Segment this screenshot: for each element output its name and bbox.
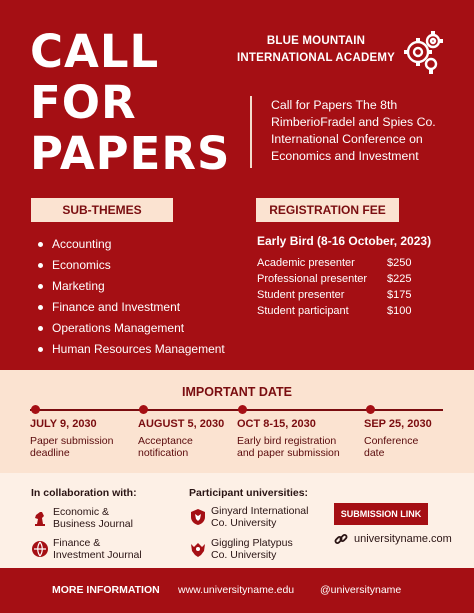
date-value: SEP 25, 2030 [364,418,432,430]
date-item [138,417,224,459]
fee-amount: $100 [387,305,412,317]
more-information-label: MORE INFORMATION [52,584,160,596]
footer [0,568,474,613]
date-description: Early bird registration and paper submission [237,435,340,459]
timeline-dot [31,405,40,414]
fee-type: Professional presenter [257,273,368,285]
academy-line-1: BLUE MOUNTAIN [266,35,366,47]
fee-amount: $225 [387,273,412,285]
registration-fee-label: REGISTRATION FEE [256,198,399,222]
fee-row [257,271,427,287]
footer-website-link[interactable]: www.universityname.edu [178,584,295,596]
date-value: JULY 9, 2030 [30,418,97,430]
fee-type: Student participant [257,305,349,317]
title-line-3: PAPERS [30,127,231,180]
submission-url[interactable] [334,532,452,546]
subthemes-list [38,234,225,360]
timeline-dot [366,405,375,414]
fee-type: Academic presenter [257,257,355,269]
date-description: Acceptance notification [138,435,193,459]
date-value: OCT 8-15, 2030 [237,418,316,430]
divider-line [250,96,252,168]
chess-knight-icon [31,509,49,527]
list-item: Economics [38,255,225,276]
academy-line-2: INTERNATIONAL ACADEMY [237,52,395,64]
conference-description: Call for Papers The 8th RimberioFradel and Spies Co. International Conference on Economics and Investment [271,98,436,163]
footer-social-handle[interactable]: @universityname [320,584,402,596]
date-item [30,417,113,459]
list-item: Marketing [38,276,225,297]
date-item [237,417,340,459]
gear-cog-logo-icon [400,26,446,76]
fee-amount: $175 [387,289,412,301]
collaboration-section [0,473,474,568]
title-line-1: CALL [30,25,160,78]
fee-row [257,287,427,303]
partner-item [31,506,133,530]
list-item: Finance and Investment [38,297,225,318]
partner-item [31,537,142,561]
page-title [30,26,230,179]
collaboration-heading: In collaboration with: [31,487,137,499]
university-item [189,505,308,529]
submission-url-text[interactable]: universityname.com [354,533,452,545]
fee-type: Student presenter [257,289,345,301]
universities-heading: Participant universities: [189,487,309,499]
partner-name: Finance & Investment Journal [53,537,142,561]
timeline-dot [139,405,148,414]
fee-row [257,303,427,319]
list-item: Accounting [38,234,225,255]
subthemes-label: SUB-THEMES [31,198,173,222]
fee-table [257,255,427,319]
list-item: Operations Management [38,318,225,339]
timeline-line [30,409,443,411]
fee-amount: $250 [387,257,412,269]
university-name: Giggling Platypus Co. University [211,537,293,561]
academy-name [236,33,396,67]
timeline-dot [238,405,247,414]
important-dates-section [0,370,474,473]
date-value: AUGUST 5, 2030 [138,418,225,430]
dates-title: IMPORTANT DATE [182,385,292,399]
list-item: Human Resources Management [38,339,225,360]
fee-row [257,255,427,271]
griffin-crest-icon [189,508,207,526]
early-bird-heading: Early Bird (8-16 October, 2023) [257,234,432,248]
partner-name: Economic & Business Journal [53,506,133,530]
link-icon [334,532,348,546]
eagle-crest-icon [189,540,207,558]
globe-badge-icon [31,540,49,558]
date-item [364,417,432,459]
title-line-2: FOR [30,76,137,129]
date-description: Paper submission deadline [30,435,114,459]
university-item [189,537,293,561]
university-name: Ginyard International Co. University [211,505,309,529]
submission-link-button[interactable]: SUBMISSION LINK [334,503,428,525]
date-description: Conference date [364,435,419,459]
